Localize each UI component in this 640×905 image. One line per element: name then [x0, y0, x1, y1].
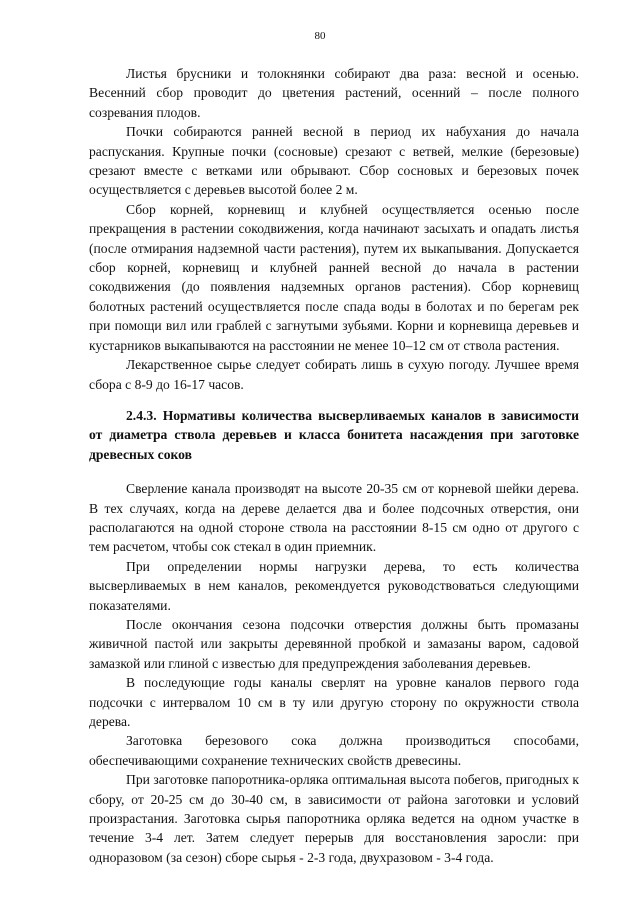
paragraph-bracken-fern: При заготовке папоротника-орляка оптимальная высота побегов, пригодных к сбору, от 20-25 см до 30-40 см, в зависимости от района заготовки и условий произрастания. Заготовка сырья папоротника орляка ведется на одном участке в течение 3-4 лет. Затем следует перерыв для восстановления заросли: при одноразовом (за сезон) сборе сырья - 2-3 года, двухразовом - 3-4 года. [89, 772, 579, 865]
page-number: 80 [314, 30, 326, 42]
page-body [89, 64, 579, 867]
paragraph-roots-rhizomes: Сбор корней, корневищ и клубней осуществляется осенью после прекращения в растении сокодвижения, когда начинают засыхать и опадать листья (после отмирания надземной части растения), путем их выкапывания. Допускается сбор корней, корневищ и клубней ранней весной до начала в растении сокодвижения (до появления надземных органов растения). Сбор корневищ болотных растений осуществляется после спада воды в болотах и по берегам рек при помощи вил или граблей с загнутыми зубьями. Корни и корневища деревьев и кустарников выкапываются на расстоянии не менее 10–12 см от ствола растения. [89, 201, 579, 353]
paragraph-lingonberry-leaves: Листья брусники и толокнянки собирают два раза: весной и осенью. Весенний сбор проводит до цветения растений, осенний – после полного созревания плодов. [89, 66, 579, 120]
paragraph-dry-weather: Лекарственное сырье следует собирать лишь в сухую погоду. Лучшее время сбора с 8-9 до 16-17 часов. [89, 357, 579, 392]
paragraph-following-years: В последующие годы каналы сверлят на уровне каналов первого года подсочки с интервалом 10 см в ту или другую сторону по окружности ствола дерева. [89, 675, 579, 729]
paragraph-drilling-height: Сверление канала производят на высоте 20-35 см от корневой шейки дерева. В тех случаях, когда на дереве делается два и более подсочных отверстия, они располагаются на одной стороне ствола на расстоянии 8-15 см одно от другого с тем расчетом, чтобы сок стекал в один приемник. [89, 481, 579, 555]
section-heading: 2.4.3. Нормативы количества высверливаемых каналов в зависимости от диаметра ствола деревьев и класса бонитета насаждения при заготовке древесных соков [89, 407, 579, 462]
paragraph-season-end: После окончания сезона подсочки отверстия должны быть промазаны живичной пастой или закрыты деревянной пробкой и замазаны варом, садовой замазкой или глиной с известью для предупреждения заболевания деревьев. [89, 616, 579, 671]
paragraph-load-norm: При определении нормы нагрузки дерева, то есть количества высверливаемых в нем каналов, рекомендуется руководствоваться следующими показателями. [89, 558, 579, 613]
paragraph-birch-sap: Заготовка березового сока должна производиться способами, обеспечивающими сохранение технических свойств древесины. [89, 733, 579, 768]
paragraph-buds: Почки собираются ранней весной в период их набухания до начала распускания. Крупные почки (сосновые) срезают с ветвей, мелкие (березовые) срезают вместе с ветками или обрывают. Сбор сосновых и березовых почек осуществляется с деревьев высотой более 2 м. [89, 124, 579, 198]
